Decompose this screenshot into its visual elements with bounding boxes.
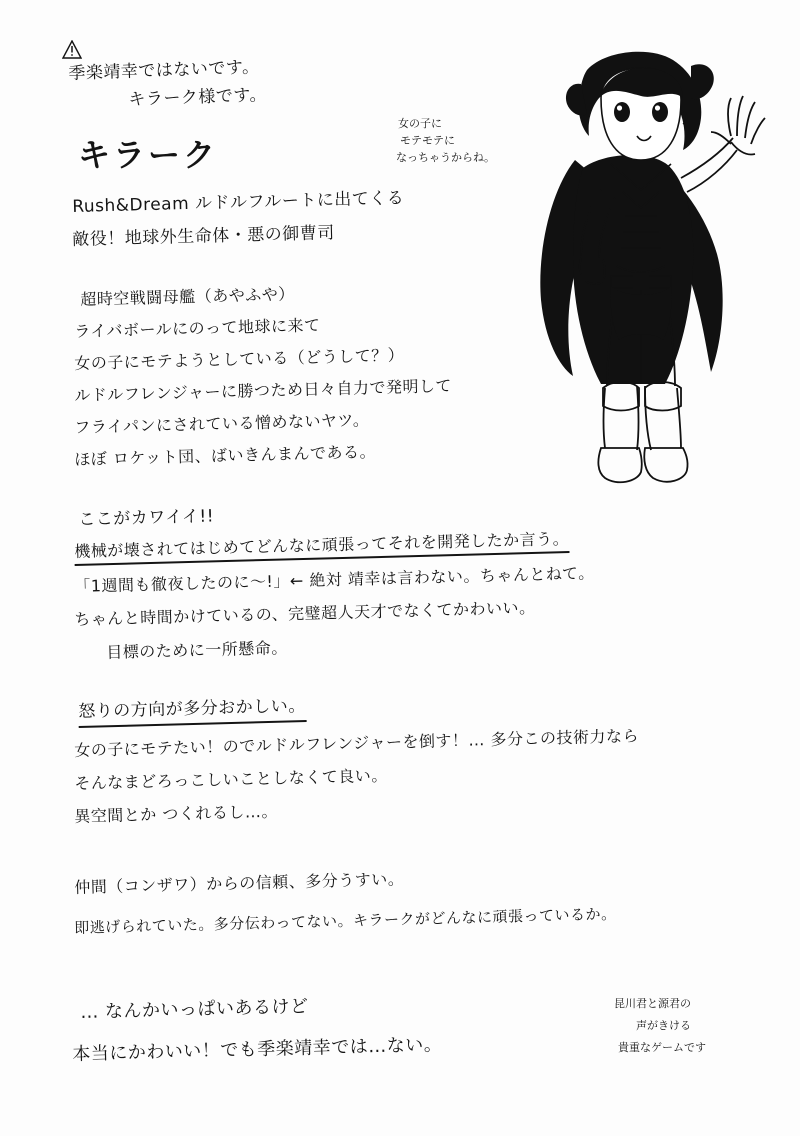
anger-line-2: そんなまどろっこしいことしなくて良い。 [74,765,388,793]
speech-note-line-1: 女の子に [398,117,442,130]
anger-line-1: 女の子にモテたい！のでルドルフレンジャーを倒す！… 多分この技術力なら [74,726,640,760]
cute-underlined-line: 機械が壊されてはじめてどんなに頑張ってそれを開発したか言う。 [74,527,570,566]
profile-line-6: ほぼ ロケット団、ばいきんまんである。 [74,442,377,469]
speech-note-line-2: モテモテに [400,134,455,147]
cute-line-2: ちゃんと時間かけているの、完璧超人天才でなくてかわいい。 [74,597,536,629]
anger-heading: 怒りの方向が多分おかしい。 [78,694,306,728]
profile-line-1: 超時空戦闘母艦（あやふや） [80,284,295,309]
corner-note-line-1: 昆川君と源君の [614,997,691,1010]
anger-line-3: 異空間とか つくれるし…。 [74,801,279,826]
cute-line-1: 「1週間も徹夜したのに～!」← 絶対 靖幸は言わない。ちゃんとねて。 [74,563,595,596]
cute-line-3: 目標のために一所懸命。 [106,638,289,662]
profile-line-5: フライパンにされている憎めないヤツ。 [74,410,370,437]
closing-line-1: … なんかいっぱいあるけど [80,996,309,1023]
trust-line-1: 仲間（コンザワ）からの信頼、多分うすい。 [74,869,405,897]
profile-line-2: ライバボールにのって地球に来て [74,315,321,341]
disclaimer-line-1: 季楽靖幸ではないです。 [68,57,260,84]
speech-note-line-3: なっちゃうからね。 [396,151,495,164]
closing-line-2: 本当にかわいい！でも季楽靖幸では…ない。 [72,1034,443,1065]
subtitle-line-2: 敵役！地球外生命体・悪の御曹司 [72,223,335,250]
corner-note-line-3: 貴重なゲームです [618,1041,706,1054]
disclaimer-line-2: キラーク様です。 [128,85,268,110]
cute-heading: ここがカワイイ!! [78,506,215,530]
profile-line-3: 女の子にモテようとしている（どうして？） [74,345,405,373]
profile-line-4: ルドルフレンジャーに勝つため日々自力で発明して [74,376,453,405]
page-title: キラーク [78,136,219,174]
character-illustration [455,40,775,505]
subtitle-line-1: Rush&Dream ルドルフルートに出てくる [72,188,405,217]
trust-line-2: 即逃げられていた。多分伝わってない。キラークがどんなに頑張っているか。 [74,904,617,937]
exclamation-triangle-icon [62,40,82,59]
corner-note-line-2: 声がきける [636,1019,691,1032]
